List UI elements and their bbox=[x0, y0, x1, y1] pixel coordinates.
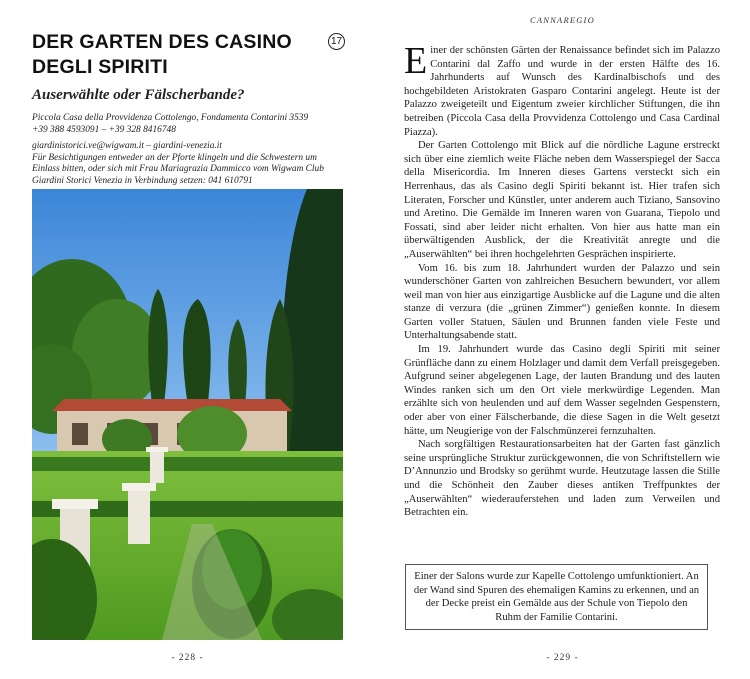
drop-cap: E bbox=[404, 40, 428, 82]
folio-right: - 229 - bbox=[546, 653, 579, 663]
article-subtitle: Auserwählte oder Fälscherbande? bbox=[32, 87, 245, 103]
body-paragraph-3: Vom 16. bis zum 18. Jahrhundert wurden der Palazzo und sein wunderschöner Garten von zahlreichen Besuchern bewundert, vor allem weil man von hier aus einzigartige Ausblicke auf die Lagune und die alten stanze di verzura (die „grünen Zimmer“) genießen konnte. In diesem Garten voller Statuen, Säulen und Brunnen fanden viele Feste und Unterhaltungsabende statt. bbox=[404, 262, 720, 342]
body-paragraph-5: Nach sorgfältigen Restaurationsarbeiten hat der Garten fast gänzlich seine ursprüngliche Struktur zurückgewonnen, die von Schriftstellern wie D’Annunzio und Brodsky so gerühmt wurde. Heutzutage lassen die Stille und die Schönheit den Zauber dieses antiken Treffpunktes der „Auserwählten“ wiederauferstehen und laden zum Verweilen und Betrachten ein. bbox=[404, 439, 720, 519]
address-line: Piccola Casa della Provvidenza Cottolengo, Fondamenta Contarini 3539 bbox=[32, 113, 309, 123]
body-paragraph-4: Im 19. Jahrhundert wurde das Casino degli Spiriti mit seiner Grünfläche dann zu einem Holzlager und damit dem Verfall preisgegeben. Aufgrund seiner abgelegenen Lage, der lauten Brandung und des lauten Windes ranken sich um den Ort viele merkwürdige Legenden. Man erzählte sich von heulenden und auf dem Wasser segelnden Gespenstern, oder aber von einer Fälscherbande, die diese Sagen in die Welt gesetzt hätte, um Neugierige von der Falschmünzerei fernzuhalten. bbox=[404, 344, 720, 437]
entry-number-badge: 17 bbox=[328, 33, 345, 50]
running-head: CANNAREGIO bbox=[530, 15, 595, 25]
article-body bbox=[404, 40, 720, 520]
folio-left: - 228 - bbox=[171, 653, 204, 663]
body-paragraph-1: Einer der schönsten Gärten der Renaissance befindet sich im Palazzo Contarini dal Zaffo und wurde in der ersten Hälfte des 16. Jahrhunderts auf Wunsch des Kardinalbischofs und des hochgebildeten Aristokraten Gasparo Contarini angelegt. Heute ist der Palazzo zweigeteilt und Eigentum zweier kirchlicher Stiftungen, die ihn betreiben (Piccola Casa della Provvidenza Cottolengo und Casa Cardinal Piazza). bbox=[404, 40, 720, 138]
garden-photo bbox=[32, 189, 343, 640]
visit-note-line-2: Einlass bitten, oder sich mit Frau Mariagrazia Dammicco vom Wigwam Club bbox=[32, 164, 324, 175]
body-paragraph-2: Der Garten Cottolengo mit Blick auf die nördliche Lagune erstreckt sich über eine ziemlich weite Fläche neben dem Wasserspiegel der Sacca della Misericordia. Im Inneren dieses Gartens versteckt sich ein Herrenhaus, das als Casino degli Spiriti bekannt ist. Hier trafen sich Literaten, Forscher und Künstler, unter anderem auch Tiziano, Sansovino und Aretino. Die Gemälde im Inneren waren von Guarana, Tiepolo und Fossati, sind aber leider nicht erhalten. Von hier aus hatte man ein überwältigenden Ausblick, der die Kreativität anregte und die „Auserwählten“ bei ihren hochgelehrten Gesprächen inspirierte. bbox=[404, 140, 720, 260]
sidebar-note-box: Einer der Salons wurde zur Kapelle Cottolengo umfunktioniert. An der Wand sind Spuren des ehemaligen Kamins zu erkennen, und an der Decke preist ein Gemälde aus der Schule von Tiepolo den Ruhm der Familie Contarini. bbox=[405, 564, 708, 630]
phone-line: +39 388 4593091 – +39 328 8416748 bbox=[32, 124, 176, 135]
web-line: giardinistorici.ve@wigwam.it – giardini-venezia.it bbox=[32, 141, 222, 152]
visit-note-line-1: Für Besichtigungen entweder an der Pforte klingeln und die Schwestern um bbox=[32, 152, 317, 163]
right-page bbox=[375, 0, 750, 679]
visit-note-line-3: Giardini Storici Venezia in Verbindung setzen: 041 610791 bbox=[32, 175, 253, 186]
article-title: DER GARTEN DES CASINO DEGLI SPIRITI bbox=[32, 31, 292, 78]
info-block bbox=[32, 113, 352, 188]
